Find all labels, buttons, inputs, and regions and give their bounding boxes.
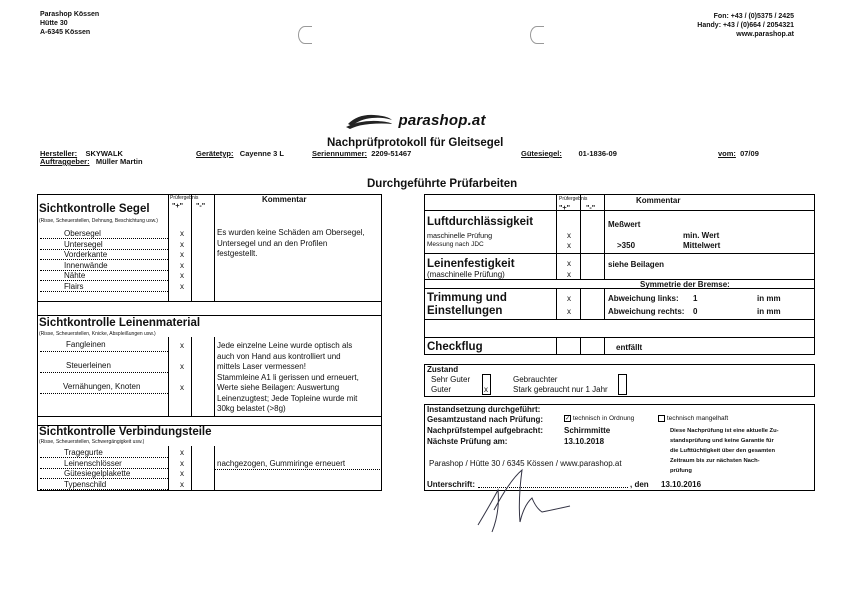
right-pruef-label: Prüfergebnis — [559, 196, 588, 202]
leinen-title: Sichtkontrolle Leinenmaterial — [39, 317, 201, 329]
festig-title: Leinenfestigkeit — [427, 258, 515, 270]
hersteller-label: Hersteller: — [40, 149, 78, 158]
verbindung-item-mark: x — [180, 458, 184, 468]
segel-item-mark: x — [180, 250, 184, 259]
mangelhaft-option — [658, 415, 728, 422]
checkflug-title: Checkflug — [427, 341, 483, 353]
messwert-label: Meßwert — [608, 220, 641, 229]
naechste-value: 13.10.2018 — [564, 437, 605, 446]
abw-rechts-label: Abweichung rechts: — [608, 307, 685, 316]
luft-title: Luftdurchlässigkeit — [427, 216, 534, 228]
segel-comment-3: festgestellt. — [217, 249, 258, 258]
verbindung-item-label: Leinenschlösser — [64, 458, 122, 468]
leinen-item-2: Steuerleinen — [66, 361, 111, 370]
verbindung-item-mark: x — [180, 479, 184, 489]
segel-item-label: Flairs — [64, 281, 84, 291]
contact-block — [697, 12, 794, 39]
festig-mark-2: x — [567, 270, 571, 279]
sender-city: A-6345 Kössen — [40, 29, 91, 36]
leinen-item-3: Vernähungen, Knoten — [63, 382, 141, 391]
den-label: , den — [630, 480, 649, 489]
sehr-guter-label: Sehr Guter — [431, 375, 471, 384]
stempel-label: Nachprüfstempel aufgebracht: — [427, 426, 544, 435]
leinen-mark-2: x — [180, 362, 184, 371]
festig-comment: siehe Beilagen — [608, 260, 665, 269]
ordnung-option — [564, 415, 634, 422]
leinen-comment-2: auch von Hand aus kontrolliert und — [217, 351, 341, 361]
sender-street: Hütte 30 — [40, 20, 68, 27]
logo — [344, 112, 486, 130]
segel-item-mark: x — [180, 229, 184, 238]
min-wert-label: min. Wert — [683, 231, 720, 240]
checkflug-value: entfällt — [616, 343, 643, 352]
geraetetyp-field — [196, 149, 284, 158]
trimm-mark-1: x — [567, 294, 571, 303]
abw-links-value: 1 — [693, 294, 698, 303]
sender-company: Parashop Kössen — [40, 11, 100, 18]
sender-address — [40, 10, 99, 37]
guter-label: Guter — [431, 385, 452, 394]
abw-rechts-unit: in mm — [757, 307, 781, 316]
abw-links-label: Abweichung links: — [608, 294, 679, 303]
verbindung-item-label: Typenschild — [64, 479, 107, 489]
leinen-comment-7: 30kg belastet (>8g) — [217, 404, 286, 413]
segel-comment-2: Untersegel und an den Profilen — [217, 238, 328, 248]
segel-item-label: Obersegel — [64, 229, 101, 238]
mangelhaft-label: technisch mangelhaft — [666, 415, 729, 423]
guete-field — [521, 149, 617, 158]
geraetetyp-label: Gerätetyp: — [196, 149, 234, 158]
date-value: 13.10.2016 — [661, 480, 702, 489]
leinen-comment-1: Jede einzelne Leine wurde optisch als — [217, 341, 353, 350]
unterschrift-label: Unterschrift: — [427, 480, 476, 489]
leinen-sub: (Risse, Scheuerstellen, Knicke, Abspleißungen usw.) — [39, 331, 156, 337]
verbindung-item-label: Tragegurte — [64, 448, 103, 457]
section-title: Durchgeführte Prüfarbeiten — [367, 178, 518, 190]
right-plus: "+" — [559, 203, 571, 212]
gebrauchter-label: Gebrauchter — [513, 375, 558, 384]
auftraggeber-field — [40, 157, 143, 166]
hersteller-value: SKYWALK — [85, 149, 123, 158]
leinen-comment-3: mittels Laser vermessen! — [217, 362, 306, 371]
leinen-item-1: Fangleinen — [66, 340, 106, 349]
leinen-comments — [217, 341, 359, 415]
leinen-comment-4: Stammleine A1 li gerissen und erneuert, — [217, 372, 359, 382]
segel-item-label: Nähte — [64, 271, 86, 280]
disclaimer-3: die Lufttüchtigkeit über den gesamten — [670, 448, 775, 454]
disclaimer-4: Zeitraum bis zur nächsten Nach- — [670, 458, 760, 464]
verbindung-sub: (Risse, Scheuerstellen, Schwergängigkeit usw.) — [39, 439, 145, 445]
vom-value: 07/09 — [740, 149, 759, 158]
guter-mark: x — [484, 385, 488, 394]
festig-mark-1: x — [567, 259, 571, 268]
verbindung-comment: nachgezogen, Gummiringe erneuert — [217, 459, 346, 468]
zustand-label: Zustand — [427, 365, 459, 374]
left-minus: "-" — [196, 201, 206, 210]
disclaimer — [670, 426, 779, 476]
punch-hole-right — [530, 26, 544, 44]
segel-item-label: Vorderkante — [64, 250, 108, 259]
disclaimer-2: standsprüfung und keine Garantie für — [670, 438, 774, 444]
luft-sub1: maschinelle Prüfung — [427, 231, 493, 240]
mittelwert-label: Mittelwert — [683, 241, 721, 250]
ordnung-label: technisch in Ordnung — [572, 415, 635, 423]
stamp-text: Parashop / Hütte 30 / 6345 Kössen / www.parashop.at — [429, 459, 622, 468]
right-kommentar: Kommentar — [636, 196, 681, 205]
trimm-title-2: Einstellungen — [427, 305, 503, 317]
segel-item-label: Untersegel — [64, 239, 103, 249]
abw-links-unit: in mm — [757, 294, 781, 303]
segel-title: Sichtkontrolle Segel — [39, 203, 150, 215]
mittel-value: >350 — [617, 241, 636, 250]
trimm-title-1: Trimmung und — [427, 292, 507, 304]
segel-item-mark: x — [180, 281, 184, 291]
stempel-value: Schirmmitte — [564, 426, 611, 435]
vom-field — [718, 149, 759, 158]
trimm-mark-2: x — [567, 307, 571, 316]
punch-hole-left — [298, 26, 312, 44]
leinen-mark-1: x — [180, 341, 184, 350]
luft-mark-2: x — [567, 241, 571, 250]
auftrag-value: Müller Martin — [95, 157, 143, 166]
parashop-logo-icon — [344, 112, 394, 130]
logo-text: parashop.at — [398, 112, 486, 130]
segel-sub: (Risse, Scheuerstellen, Dehnung, Beschichtung usw.) — [39, 218, 158, 224]
disclaimer-1: Diese Nachprüfung ist eine aktuelle Zu- — [670, 428, 779, 434]
ordnung-checkbox: ✓ — [565, 416, 571, 422]
serien-value: 2209-51467 — [371, 149, 412, 158]
contact-handy: Handy: +43 / (0)664 / 2054321 — [697, 22, 794, 29]
abw-rechts-value: 0 — [693, 307, 698, 316]
segel-item-mark: x — [180, 271, 184, 280]
page-title: Nachprüfprotokoll für Gleitsegel — [327, 137, 504, 149]
segel-item-mark: x — [180, 260, 184, 270]
zustand-checkbox-2 — [618, 374, 627, 395]
auftrag-label: Auftraggeber: — [40, 157, 90, 166]
geraetetyp-value: Cayenne 3 L — [239, 149, 284, 158]
leinen-comment-6: Leinenzugtest; Jede Topleine wurde mit — [217, 393, 358, 403]
left-pruef-label: Prüfergebnis — [170, 195, 199, 201]
contact-fon: Fon: +43 / (0)5375 / 2425 — [713, 13, 794, 20]
segel-item-label: Innenwände — [64, 260, 108, 270]
vom-label: vom: — [718, 149, 736, 158]
verbindung-item-mark: x — [180, 448, 184, 457]
festig-sub: (maschinelle Prüfung) — [427, 270, 505, 279]
serien-field — [312, 149, 411, 158]
segel-item-mark: x — [180, 239, 184, 249]
signature — [470, 450, 580, 540]
symmetrie-label: Symmetrie der Bremse: — [640, 280, 730, 289]
leinen-mark-3: x — [180, 383, 184, 392]
verbindung-item-label: Gütesiegelplakette — [64, 469, 131, 478]
leinen-comment-5: Werte siehe Beilagen: Auswertung — [217, 383, 340, 392]
guete-label: Gütesiegel: — [521, 149, 562, 158]
contact-web: www.parashop.at — [736, 31, 794, 38]
luft-sub2: Messung nach JDC — [427, 241, 484, 248]
instand-label: Instandsetzung durchgeführt: — [427, 405, 541, 414]
verbindung-title: Sichtkontrolle Verbindungsteile — [39, 426, 212, 438]
disclaimer-5: prüfung — [670, 468, 692, 474]
left-plus: "+" — [172, 201, 184, 210]
segel-comments — [217, 228, 365, 260]
mangelhaft-checkbox — [658, 415, 665, 422]
gesamt-label: Gesamtzustand nach Prüfung: — [427, 415, 544, 424]
serien-label: Seriennummer: — [312, 149, 368, 158]
luft-mark-1: x — [567, 231, 571, 240]
verbindung-item-mark: x — [180, 469, 184, 478]
guete-value: 01-1836-09 — [578, 149, 617, 158]
stark-label: Stark gebraucht nur 1 Jahr — [513, 385, 608, 394]
segel-comment-1: Es wurden keine Schäden am Obersegel, — [217, 228, 365, 237]
naechste-label: Nächste Prüfung am: — [427, 437, 508, 446]
right-minus: "-" — [586, 203, 596, 212]
left-kommentar: Kommentar — [262, 195, 307, 204]
